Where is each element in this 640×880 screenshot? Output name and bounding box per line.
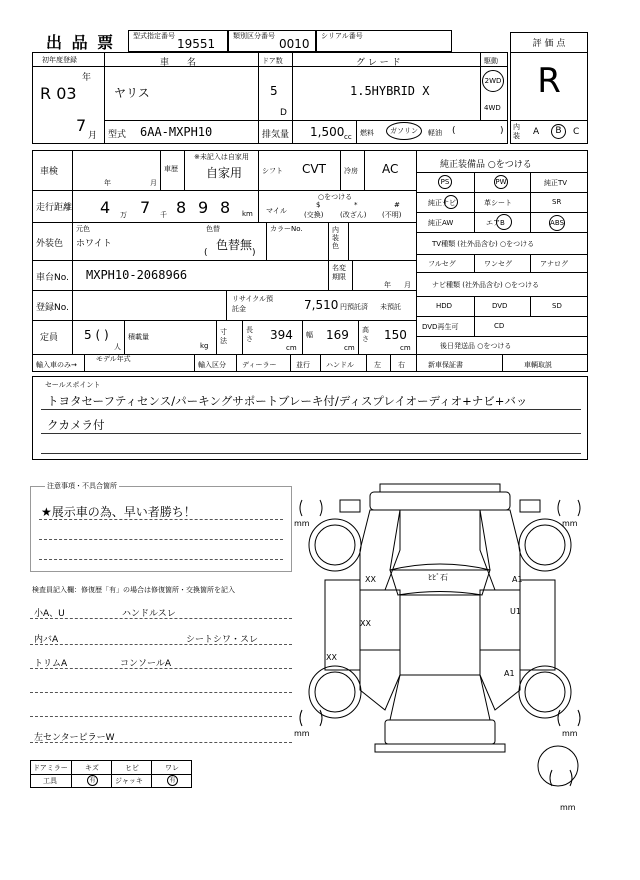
sales-line-1: トヨタセーフティセンス/パーキングサポートブレーキ付/ディスプレイオーディオ+ナビ+バッ [47,394,528,408]
eq-abs-circled: ABS [549,215,565,231]
mileage-digits: 4 万 7 千 8 9 8 km [100,198,253,219]
mark-xx-3: XX [326,653,337,662]
inspector-label: 検査員記入欄：修復歴「有」の場合は修復箇所・交換箇所を記入 [32,586,235,594]
first-reg-month: 7 [76,116,87,135]
sales-point-box: セールスポイント トヨタセーフティセンス/パーキングサポートブレーキ付/ディスプレイオーディオ+ナビ+バッ クカメラ付 [32,376,588,460]
rating-value: R [537,61,561,101]
interior-box: 内装 A B C [510,120,588,144]
shift-value: CVT [302,162,326,176]
notes-line-1: ★展示車の為、早い者勝ち！ [41,505,196,519]
first-reg-label: 初年度登録 [42,56,77,64]
grade: 1.5HYBRID X [350,84,430,98]
serial-box: シリアル番号 [316,30,452,52]
svg-text:mm: mm [562,519,578,528]
recycle-amount: 7,510 [304,298,339,312]
eq-airbag-circle [496,214,512,230]
ac-value: AC [382,162,399,176]
jack-have-circled: 有 [167,775,178,786]
svg-text:mm: mm [294,729,310,738]
history-value: 自家用 [206,166,243,180]
legend-table: ドアミラー キズ ヒビ ワレ 工具 有 ジャッキ 有 [30,760,192,788]
height-value: 150 [384,328,407,342]
car-damage-diagram [290,470,610,820]
chassis-number: MXPH10-2068966 [86,268,188,282]
class-box: 類別区分番号 0010 [228,30,316,52]
model-cert-box: 型式指定番号 19551 [128,30,228,52]
mark-a1-front: A1 [512,575,523,584]
notes-box: 注意事項・不具合箇所 ★展示車の為、早い者勝ち！ [30,486,292,572]
mark-xx-1: XX [365,575,376,584]
fuel-gasoline-circled: ガソリン [386,122,422,140]
mark-a1-rear: A1 [504,669,515,678]
repaint-value: 色替無 [216,238,253,252]
eq-navi-circle [444,195,458,209]
sales-line-2: クカメラ付 [47,418,105,432]
mark-hibi: ﾋﾋﾞ石 [428,573,448,582]
tool-have-circled: 有 [87,775,98,786]
eq-pw-circled: PW [494,175,508,189]
svg-text:mm: mm [560,803,576,812]
svg-text:mm: mm [562,729,578,738]
rating-label: 評 価 点 [511,33,587,53]
width-value: 169 [326,328,349,342]
svg-text:mm: mm [294,519,310,528]
capacity-value: 5 ( ) [84,328,109,342]
class-value: 0010 [279,37,310,51]
model-code: 6AA-MXPH10 [140,125,213,139]
interior-b-circled: B [551,124,566,139]
drive-2wd-circled: 2WD [482,70,504,92]
eq-ps-circled: PS [438,175,452,189]
door-count: 5 [270,84,278,98]
mark-xx-2: XX [360,619,371,628]
model-cert-value: 19551 [177,37,216,51]
car-name: ヤリス [114,86,150,100]
length-value: 394 [270,328,293,342]
displacement: 1,500 [310,125,345,139]
first-reg-year: R 03 [40,84,77,103]
doc-title: 出 品 票 [46,33,116,52]
mark-u1: U1 [510,607,521,616]
orig-color: ホワイト [76,239,112,249]
